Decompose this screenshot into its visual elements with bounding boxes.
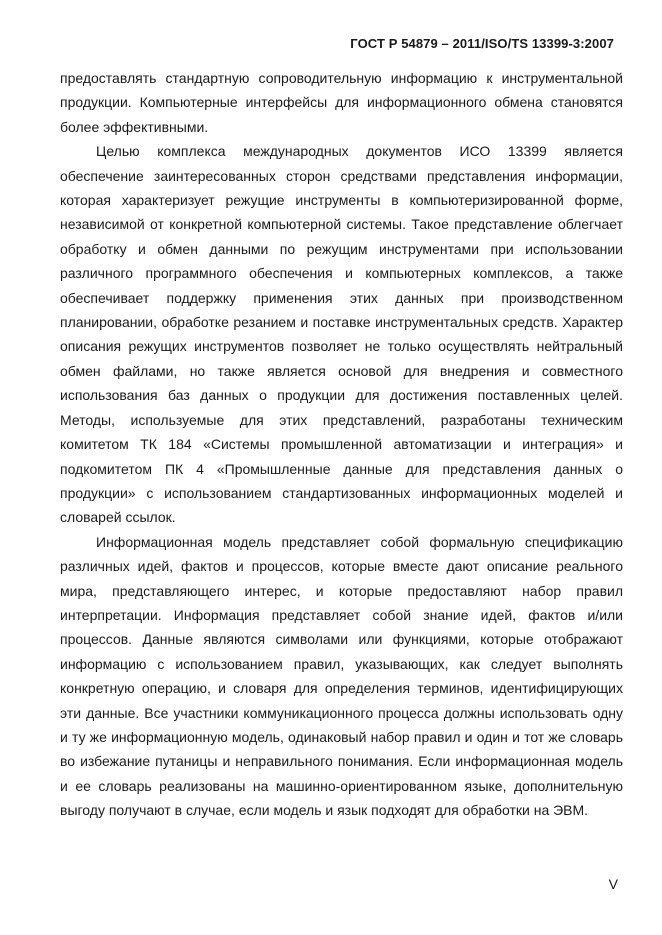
paragraph-continuation: предоставлять стандартную сопроводительную информацию к инструментальной продукции. Компьютерные интерфейсы для информационного обмена становятся более эффективными. bbox=[60, 70, 623, 135]
page-number: V bbox=[608, 876, 618, 892]
paragraph-information-model: Информационная модель представляет собой формальную спецификацию различных идей, фактов и процессов, которые вместе дают описание реального мира, представляющего интерес, и которые предоставляют набор правил интерпретации. Информация представляет собой знание идей, фактов и/или процессов. Данные являются символами или функциями, которые отображают информацию с использованием правил, указывающих, как следует выполнять конкретную операцию, и словаря для определения терминов, идентифицирующих эти данные. Все участники коммуникационного процесса должны использовать одну и ту же информационную модель, одинаковый набор правил и один и тот же словарь во избежание путаницы и неправильного понимания. Если информационная модель и ее словарь реализованы на машинно-ориентированном языке, дополнительную выгоду получают в случае, если модель и язык подходят для обработки на ЭВМ. bbox=[60, 533, 623, 819]
document-body bbox=[60, 66, 623, 823]
paragraph-purpose: Целью комплекса международных документов ИСО 13399 является обеспечение заинтересованных сторон средствами представления информации, которая характеризует режущие инструменты в компьютеризированной форме, независимой от конкретной компьютерной системы. Такое представление облегчает обработку и обмен данными по режущим инструментами при использовании различного программного обеспечения и компьютерных комплексов, а также обеспечивает поддержку применения этих данных при производственном планировании, обработке резанием и поставке инструментальных средств. Характер описания режущих инструментов позволяет не только осуществлять нейтральный обмен файлами, но также является основой для внедрения и совместного использования баз данных о продукции для достижения поставленных целей. Методы, используемые для этих представлений, разработаны техническим комитетом ТК 184 «Системы промышленной автоматизации и интеграция» и подкомитетом ПК 4 «Промышленные данные для представления данных о продукции» с использованием стандартизованных информационных моделей и словарей ссылок. bbox=[60, 143, 623, 526]
document-header: ГОСТ Р 54879 – 2011/ISO/TS 13399-3:2007 bbox=[350, 36, 614, 51]
